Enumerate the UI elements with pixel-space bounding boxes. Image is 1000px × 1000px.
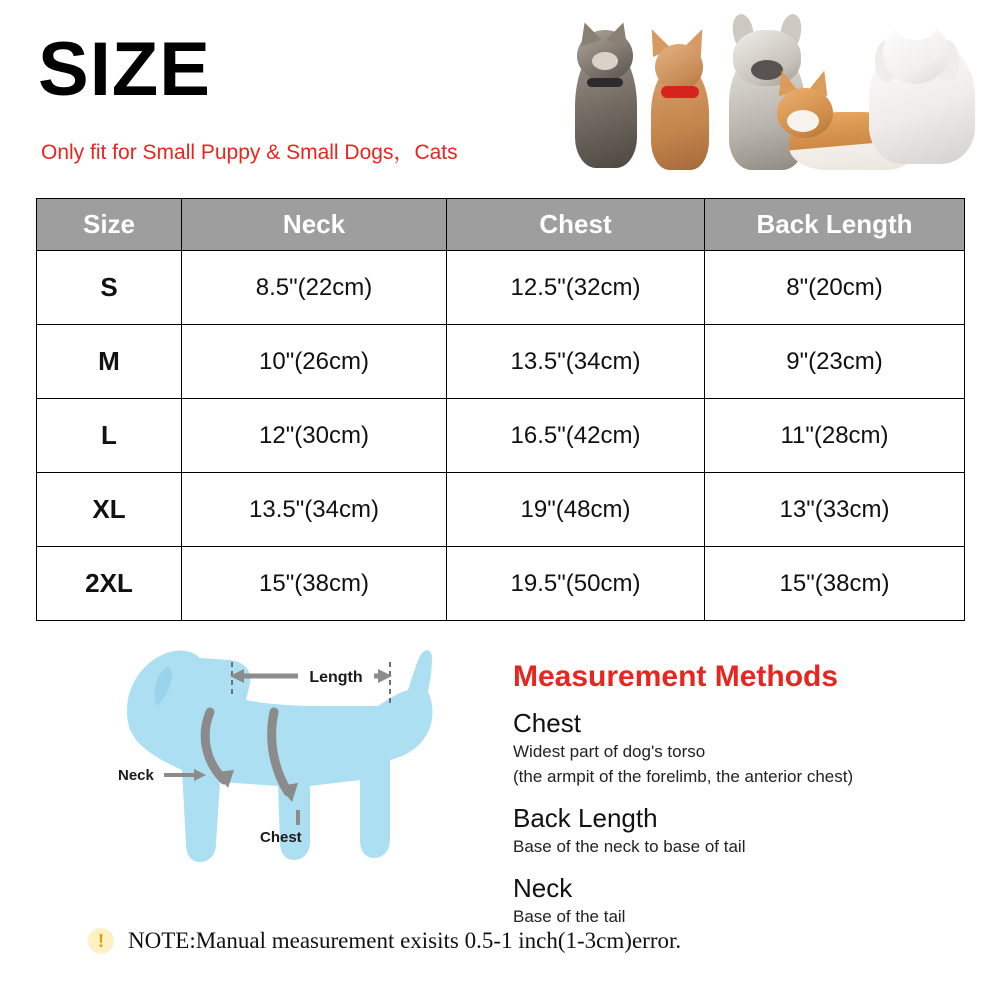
cell-chest: 19.5"(50cm) bbox=[447, 547, 705, 621]
pets-photo-group bbox=[565, 4, 985, 184]
method-back-length-name: Back Length bbox=[513, 802, 658, 833]
cell-chest: 19"(48cm) bbox=[447, 473, 705, 547]
method-chest bbox=[513, 708, 983, 789]
page-title: SIZE bbox=[38, 27, 211, 112]
table-row bbox=[37, 399, 965, 473]
corgi-muzzle-icon bbox=[787, 110, 819, 132]
cell-neck: 13.5"(34cm) bbox=[182, 473, 447, 547]
poodle-topknot-icon bbox=[895, 10, 937, 40]
measurement-diagram bbox=[60, 620, 480, 920]
diagram-label-length: Length bbox=[309, 669, 363, 686]
cat-collar-icon bbox=[587, 78, 623, 87]
cell-chest: 13.5"(34cm) bbox=[447, 325, 705, 399]
cell-back-length: 8"(20cm) bbox=[705, 251, 965, 325]
column-header-back-length: Back Length bbox=[705, 199, 965, 251]
method-back-length bbox=[513, 803, 983, 859]
methods-title: Measurement Methods bbox=[513, 660, 839, 693]
measurement-methods bbox=[513, 660, 983, 929]
column-header-chest: Chest bbox=[447, 199, 705, 251]
note-text: NOTE:Manual measurement exisits 0.5-1 inch(1-3cm)error. bbox=[128, 928, 682, 953]
cell-size: XL bbox=[37, 473, 182, 547]
cell-size: 2XL bbox=[37, 547, 182, 621]
warning-icon: ! bbox=[88, 928, 114, 954]
method-chest-name: Chest bbox=[513, 708, 581, 738]
diagram-label-chest: Chest bbox=[260, 829, 302, 846]
table-row bbox=[37, 547, 965, 621]
table-row bbox=[37, 251, 965, 325]
method-neck bbox=[513, 873, 983, 929]
diagram-label-neck: Neck bbox=[118, 767, 154, 784]
column-header-neck: Neck bbox=[182, 199, 447, 251]
cell-neck: 15"(38cm) bbox=[182, 547, 447, 621]
header-subtitle: Only fit for Small Puppy & Small Dogs，Cats bbox=[41, 141, 458, 164]
cat-muzzle-icon bbox=[592, 52, 618, 70]
method-neck-desc-1: Base of the tail bbox=[513, 906, 626, 926]
method-chest-desc-1: Widest part of dog's torso bbox=[513, 742, 706, 761]
cell-chest: 16.5"(42cm) bbox=[447, 399, 705, 473]
cell-neck: 10"(26cm) bbox=[182, 325, 447, 399]
cell-size: M bbox=[37, 325, 182, 399]
cell-chest: 12.5"(32cm) bbox=[447, 251, 705, 325]
method-neck-name: Neck bbox=[513, 872, 573, 903]
cell-back-length: 11"(28cm) bbox=[705, 399, 965, 473]
cell-back-length: 15"(38cm) bbox=[705, 547, 965, 621]
chihuahua-head-icon bbox=[655, 44, 703, 90]
table-header-row bbox=[37, 199, 965, 251]
method-back-length-desc-1: Base of the neck to base of tail bbox=[513, 836, 746, 856]
table-row bbox=[37, 325, 965, 399]
cell-size: L bbox=[37, 399, 182, 473]
cell-back-length: 9"(23cm) bbox=[705, 325, 965, 399]
column-header-size: Size bbox=[37, 199, 182, 251]
cell-neck: 8.5"(22cm) bbox=[182, 251, 447, 325]
size-table bbox=[36, 198, 965, 621]
header bbox=[0, 0, 1000, 190]
note-row bbox=[88, 928, 681, 954]
method-chest-desc-2: (the armpit of the forelimb, the anterior chest) bbox=[513, 766, 854, 786]
cell-neck: 12"(30cm) bbox=[182, 399, 447, 473]
cell-size: S bbox=[37, 251, 182, 325]
chihuahua-collar-icon bbox=[661, 86, 699, 98]
table-row bbox=[37, 473, 965, 547]
cell-back-length: 13"(33cm) bbox=[705, 473, 965, 547]
